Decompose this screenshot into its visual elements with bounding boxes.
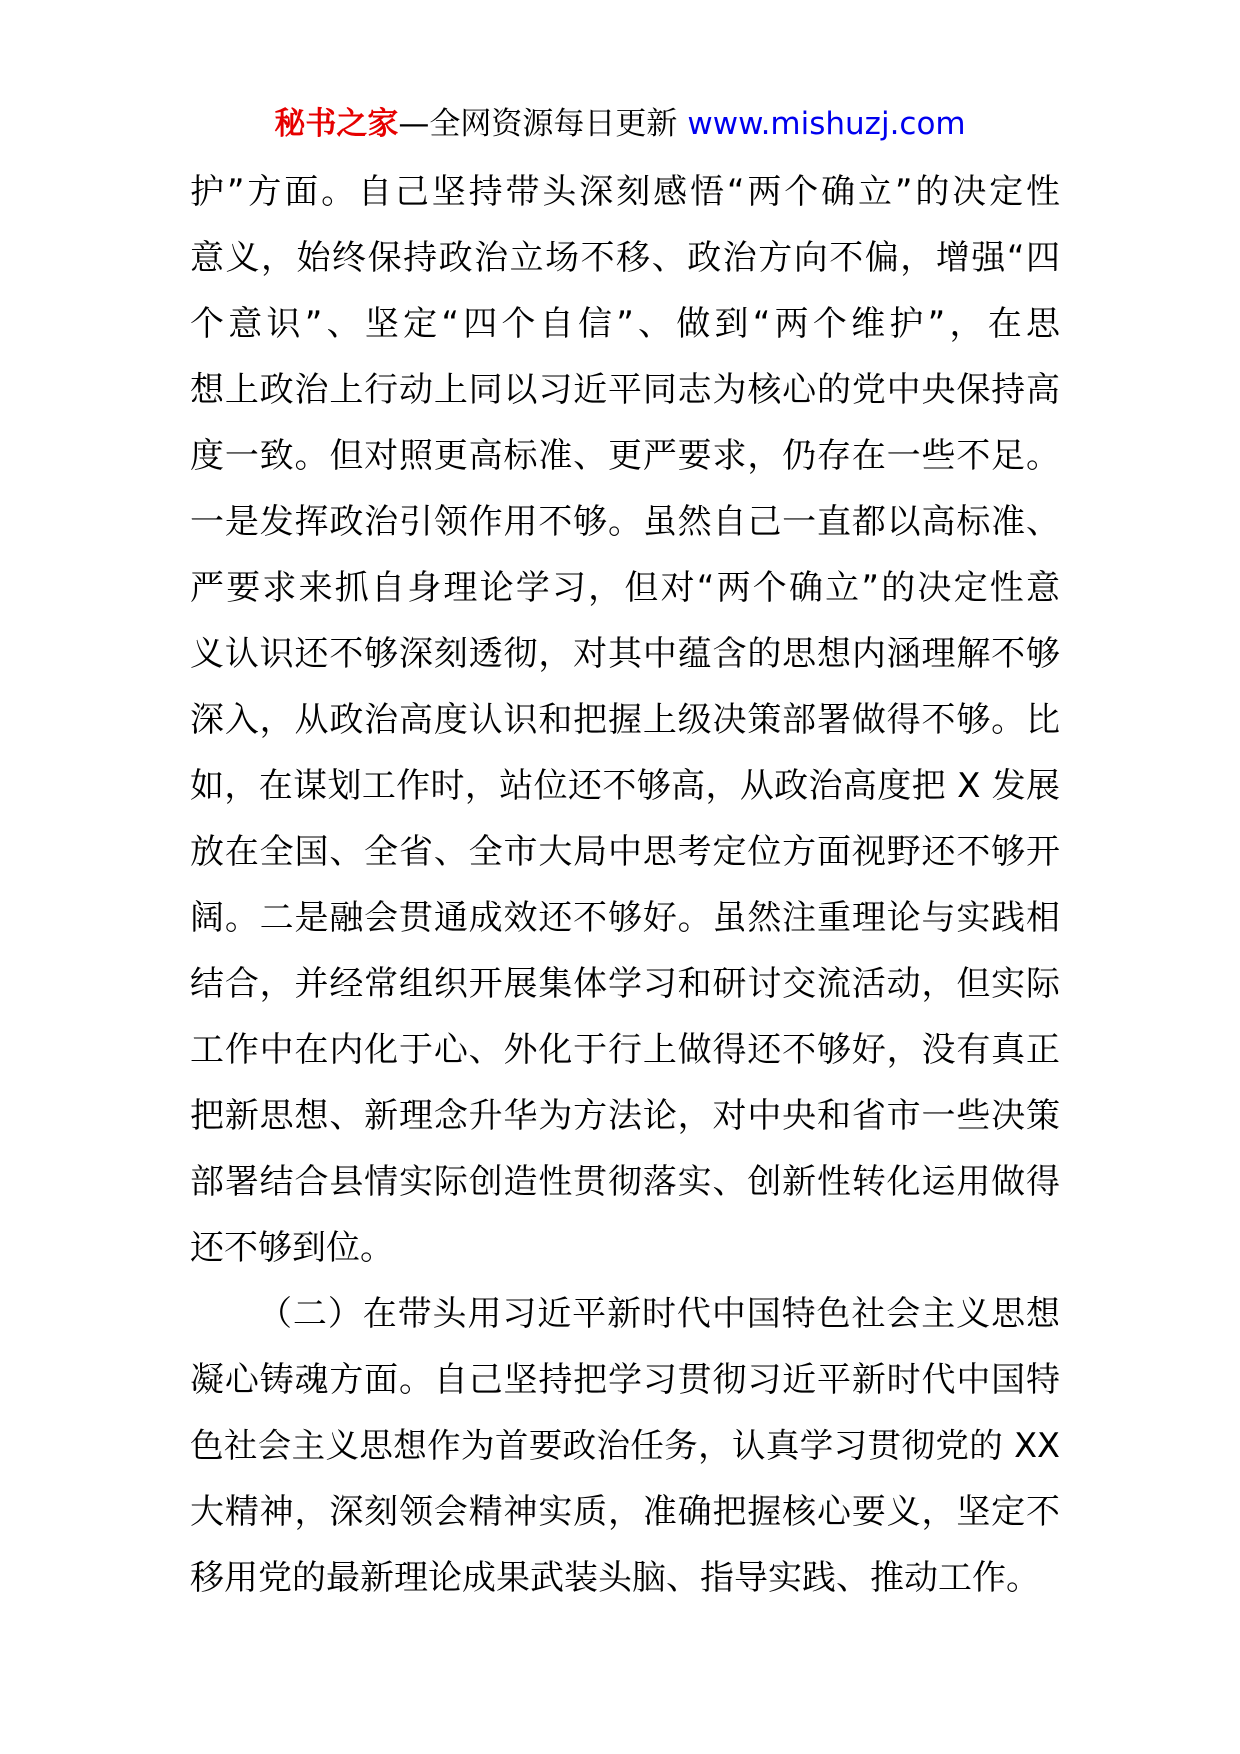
text-line: 把新思想、新理念升华为方法论，对中央和省市一些决策	[190, 1096, 1060, 1136]
text-line: 工作中在内化于心、外化于行上做得还不够好，没有真正	[190, 1030, 1060, 1070]
paragraph-1	[190, 159, 1060, 1281]
text-line: 度一致。但对照更高标准、更严要求，仍存在一些不足。	[190, 436, 1060, 476]
text-line: 义认识还不够深刻透彻，对其中蕴含的思想内涵理解不够	[190, 634, 1060, 674]
paragraph-2	[190, 1281, 1060, 1611]
text-line: 移用党的最新理论成果武装头脑、指导实践、推动工作。	[190, 1558, 1040, 1598]
text-line: 放在全国、全省、全市大局中思考定位方面视野还不够开	[190, 832, 1060, 872]
site-url-link[interactable]: www.mishuzj.com	[687, 106, 966, 142]
text-line: 个意识”、坚定“四个自信”、做到“两个维护”，在思	[190, 304, 1060, 344]
text-line: 还不够到位。	[190, 1228, 394, 1268]
brand-name: 秘书之家	[274, 106, 399, 142]
text-line: 凝心铸魂方面。自己坚持把学习贯彻习近平新时代中国特	[190, 1360, 1060, 1400]
document-body	[190, 159, 1060, 1611]
site-header	[0, 102, 1240, 146]
text-line: 阔。二是融会贯通成效还不够好。虽然注重理论与实践相	[190, 898, 1060, 938]
text-line: 意义，始终保持政治立场不移、政治方向不偏，增强“四	[190, 238, 1060, 278]
text-line: 护”方面。自己坚持带头深刻感悟“两个确立”的决定性	[190, 172, 1060, 212]
text-line: 想上政治上行动上同以习近平同志为核心的党中央保持高	[190, 370, 1060, 410]
text-line: 大精神，深刻领会精神实质，准确把握核心要义，坚定不	[190, 1492, 1060, 1532]
text-line: 部署结合县情实际创造性贯彻落实、创新性转化运用做得	[190, 1162, 1060, 1202]
text-line: 深入，从政治高度认识和把握上级决策部署做得不够。比	[190, 700, 1060, 740]
text-line: （二）在带头用习近平新时代中国特色社会主义思想	[258, 1294, 1060, 1334]
text-line: 色社会主义思想作为首要政治任务，认真学习贯彻党的 XX	[190, 1426, 1060, 1465]
text-line: 严要求来抓自身理论学习，但对“两个确立”的决定性意	[190, 568, 1060, 608]
header-tagline: —全网资源每日更新	[398, 106, 678, 142]
text-line: 结合，并经常组织开展集体学习和研讨交流活动，但实际	[190, 964, 1060, 1004]
text-line: 如，在谋划工作时，站位还不够高，从政治高度把 X 发展	[190, 766, 1060, 806]
text-line: 一是发挥政治引领作用不够。虽然自己一直都以高标准、	[190, 502, 1060, 542]
